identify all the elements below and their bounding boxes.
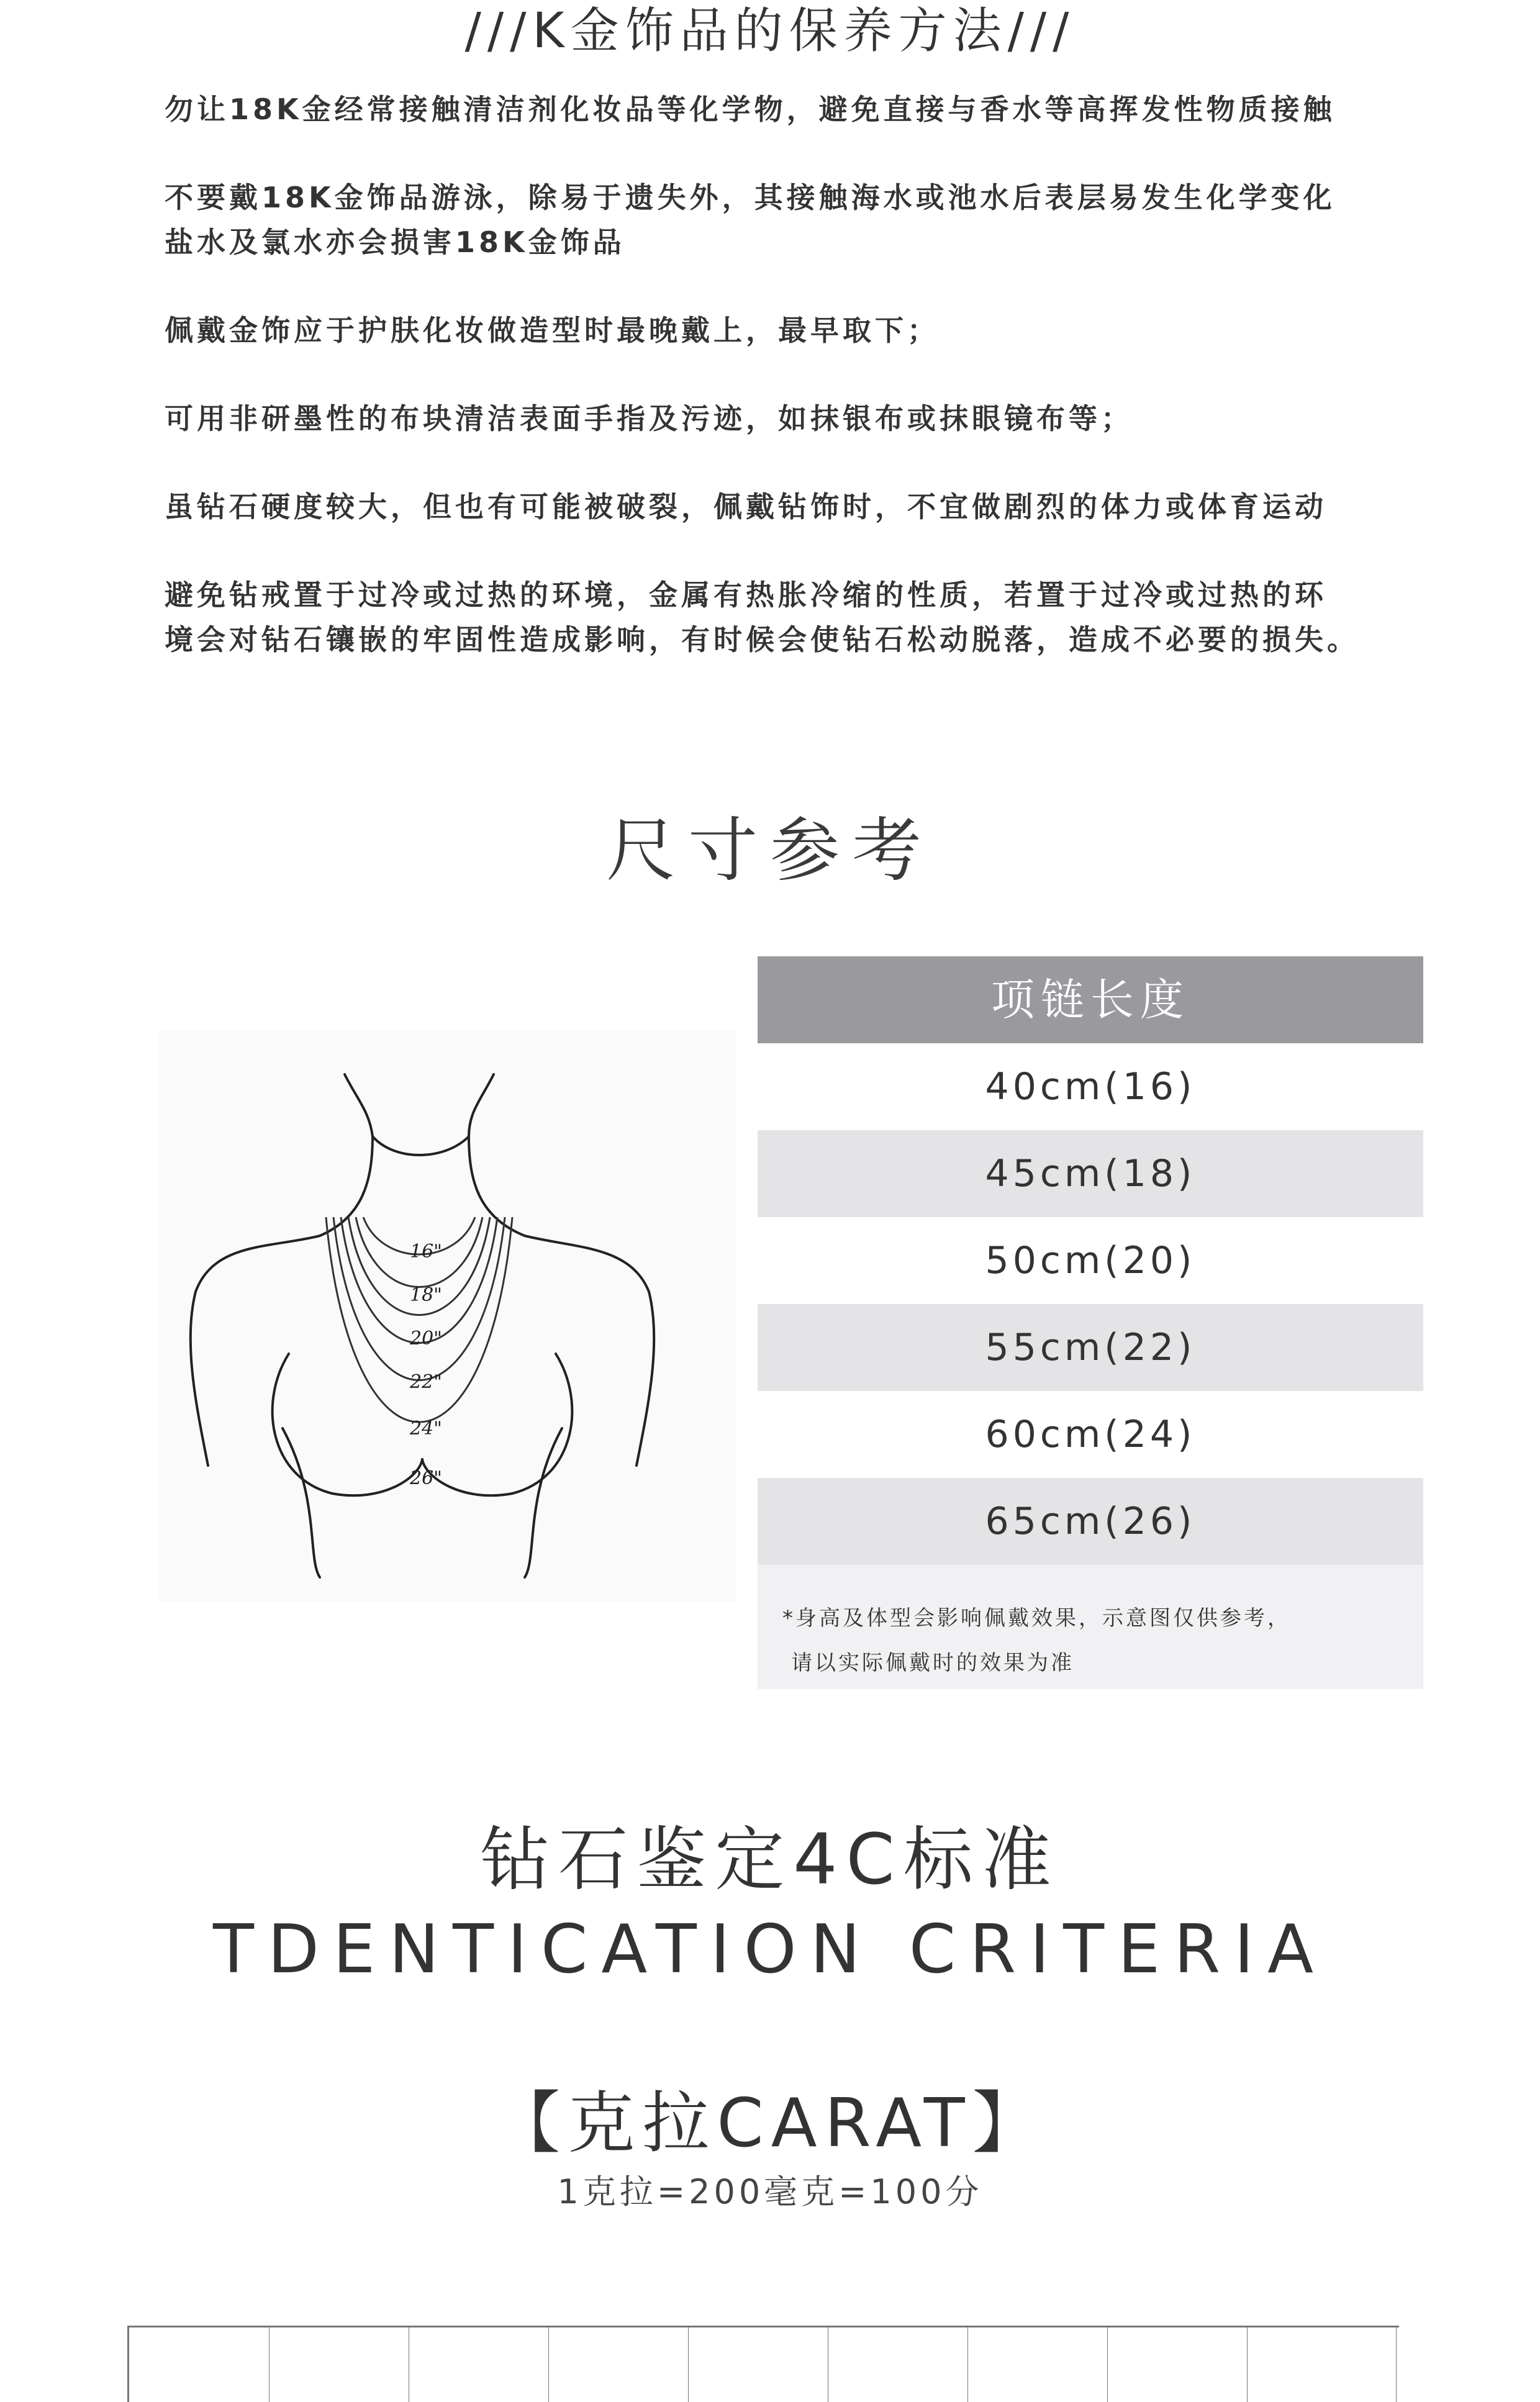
care-title: ///K金饰品的保养方法/// <box>464 3 1076 59</box>
right-torso <box>525 1428 562 1577</box>
table-divider <box>1247 2327 1248 2402</box>
right-bust <box>422 1354 572 1495</box>
table-divider <box>688 2327 689 2402</box>
care-paragraph-6 <box>165 573 1406 662</box>
care-line: 可用非研墨性的布块清洁表面手指及污迹，如抹银布或抹眼镜布等； <box>165 402 1133 435</box>
table-row: 50cm(20) <box>985 1239 1196 1282</box>
care-paragraph-1 <box>165 87 1406 132</box>
left-shoulder-outline <box>191 1074 373 1466</box>
care-paragraph-4 <box>165 396 1406 441</box>
care-line: 境会对钻石镶嵌的牢固性造成影响，有时候会使钻石松动脱落，造成不必要的损失。 <box>165 623 1359 656</box>
label-18: 18" <box>410 1284 442 1306</box>
table-divider <box>1107 2327 1108 2402</box>
table-divider <box>548 2327 549 2402</box>
carat-title: 【克拉CARAT】 <box>493 2085 1047 2162</box>
table-divider <box>269 2327 270 2402</box>
care-line: 勿让18K金经常接触清洁剂化妆品等化学物，避免直接与香水等高挥发性物质接触 <box>165 93 1336 126</box>
care-line: 盐水及氯水亦会损害18K金饰品 <box>165 225 625 259</box>
label-20: 20" <box>410 1328 442 1349</box>
necklace-length-illustration <box>158 1031 736 1602</box>
table-divider <box>1396 2327 1397 2402</box>
table-row: 45cm(18) <box>758 1130 1423 1217</box>
table-divider <box>967 2327 968 2402</box>
table-row: 55cm(22) <box>758 1304 1423 1391</box>
criteria-title: 钻石鉴定4C标准 <box>480 1820 1060 1900</box>
care-paragraph-5 <box>165 484 1406 529</box>
care-line: 避免钻戒置于过冷或过热的环境，金属有热胀冷缩的性质，若置于过冷或过热的环 <box>165 578 1327 612</box>
care-paragraph-2 <box>165 175 1406 265</box>
carat-comparison-table <box>127 2326 1399 2402</box>
necklace-22 <box>341 1217 497 1343</box>
bust-drawing <box>158 1031 736 1602</box>
care-list <box>165 87 1406 705</box>
left-torso <box>283 1428 320 1577</box>
table-row: 40cm(16) <box>985 1065 1196 1108</box>
care-line: 不要戴18K金饰品游泳，除易于遗失外，其接触海水或池水后表层易发生化学变化 <box>165 181 1336 214</box>
table-row: 60cm(24) <box>985 1413 1196 1456</box>
table-header: 项链长度 <box>758 956 1423 1043</box>
size-title: 尺寸参考 <box>606 810 934 891</box>
label-24: 24" <box>410 1418 442 1439</box>
note-line: *身高及体型会影响佩戴效果，示意图仅供参考， <box>782 1606 1291 1631</box>
table-note <box>758 1565 1423 1689</box>
label-22: 22" <box>410 1371 442 1393</box>
necklace-length-table <box>758 956 1423 1689</box>
criteria-subtitle: TDENTICATION CRITERIA <box>212 1911 1328 1988</box>
neck-curve <box>373 1136 469 1155</box>
table-row: 65cm(26) <box>758 1478 1423 1565</box>
label-26: 26" <box>410 1467 442 1489</box>
carat-subtitle: 1克拉=200毫克=100分 <box>557 2172 983 2211</box>
care-line: 虽钻石硬度较大，但也有可能被破裂，佩戴钻饰时，不宜做剧烈的体力或体育运动 <box>165 490 1327 523</box>
note-line: 请以实际佩戴时的效果为准 <box>791 1651 1074 1675</box>
label-16: 16" <box>410 1241 442 1262</box>
care-line: 佩戴金饰应于护肤化妆做造型时最晚戴上，最早取下； <box>165 314 940 347</box>
care-paragraph-3 <box>165 308 1406 353</box>
